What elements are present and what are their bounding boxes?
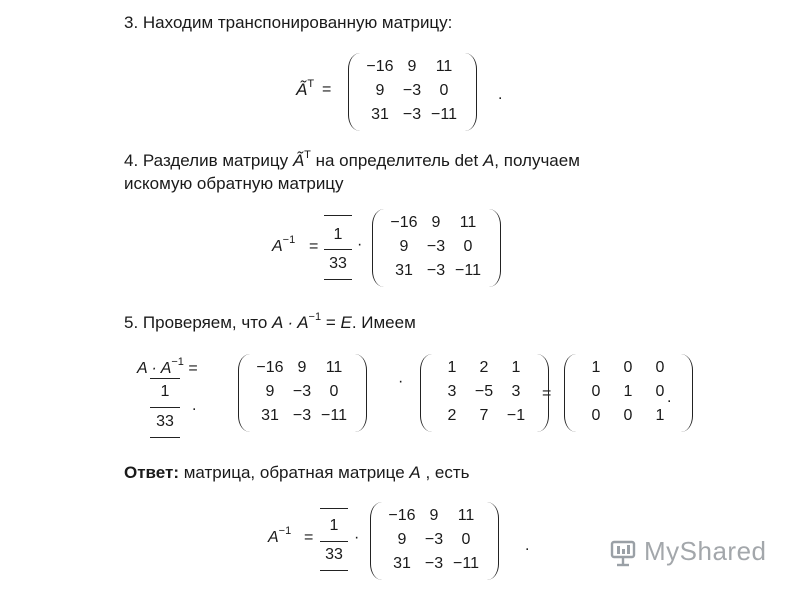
matrix-cell: 31 <box>393 555 411 572</box>
matrix-cell: −16 <box>390 214 418 231</box>
period-sign: . <box>525 537 530 554</box>
fraction-overline <box>150 378 180 379</box>
fraction-denominator: 33 <box>156 413 174 430</box>
matrix-cell: 7 <box>479 407 489 424</box>
matrix-left-bracket <box>564 354 577 432</box>
equals-sign: = <box>188 360 198 377</box>
step5-equals: = <box>321 313 341 332</box>
matrix-cell: 0 <box>463 238 473 255</box>
matrix-row <box>254 380 350 404</box>
matrix-row <box>254 404 350 428</box>
matrix-row <box>364 103 460 127</box>
matrix-cell: 0 <box>623 359 633 376</box>
a-times-a-inverse <box>137 356 198 380</box>
step4-text-mid: на определитель det <box>310 151 483 170</box>
matrix-cell: 0 <box>329 383 339 400</box>
step4-heading-line2: искомую обратную матрицу <box>124 174 344 193</box>
matrix-cell: 31 <box>261 407 279 424</box>
matrix-cell: 9 <box>297 359 307 376</box>
a-text: A <box>268 529 279 546</box>
matrix-cell: −11 <box>321 407 347 424</box>
matrix-cell: 11 <box>459 214 477 231</box>
matrix-row <box>386 528 482 552</box>
matrix-left-bracket <box>420 354 433 432</box>
watermark-brand-text: MyShared <box>644 536 767 566</box>
inverse-superscript: −1 <box>171 356 184 368</box>
matrix-cell: −3 <box>402 106 422 123</box>
step5-expression: A · A <box>272 313 309 332</box>
a-tilde-inline: Ã <box>292 151 305 170</box>
equals-sign: = <box>322 81 332 98</box>
matrix-cell: −16 <box>256 359 284 376</box>
matrix-cell: 9 <box>429 507 439 524</box>
matrix-cell: 0 <box>591 407 601 424</box>
step5-text: 5. Проверяем, что <box>124 313 273 332</box>
fraction-denominator: 33 <box>325 546 343 563</box>
matrix-right-bracket <box>680 354 693 432</box>
matrix-cell: −3 <box>424 555 444 572</box>
matrix-cell: 0 <box>461 531 471 548</box>
period-sign: . <box>667 389 672 406</box>
transpose-superscript-inline: T <box>304 149 311 161</box>
identity-variable: E <box>340 313 352 332</box>
step5-heading <box>124 312 416 336</box>
fraction-underline <box>150 437 180 438</box>
matrix-cell: 31 <box>371 106 389 123</box>
matrix-row <box>388 211 484 235</box>
matrix-row <box>386 552 482 576</box>
period-sign: . <box>498 86 503 103</box>
matrix-row <box>436 380 532 404</box>
matrix-right-bracket <box>354 354 367 432</box>
matrix-right-bracket <box>486 502 499 580</box>
matrix-cell: 3 <box>447 383 457 400</box>
answer-text: матрица, обратная матрице <box>179 463 410 482</box>
fraction-bar <box>320 541 348 542</box>
a-tilde-text: Ã <box>296 80 308 99</box>
transpose-superscript: T <box>307 78 315 90</box>
fraction-numerator: 1 <box>160 383 170 400</box>
matrix-cell: 0 <box>655 359 665 376</box>
matrix-row <box>254 356 350 380</box>
answer-variable: A <box>409 463 421 482</box>
step4-heading-line1 <box>124 150 580 174</box>
step5-text-end: . Имеем <box>351 313 416 332</box>
matrix-cell: −1 <box>506 407 526 424</box>
matrix-row <box>436 404 532 428</box>
a-inverse-symbol <box>272 234 296 258</box>
myshared-watermark <box>608 536 767 567</box>
matrix-cell: −11 <box>455 262 481 279</box>
matrix-row <box>580 404 676 428</box>
matrix-cell: 9 <box>265 383 275 400</box>
matrix-row <box>364 79 460 103</box>
matrix-cell: 1 <box>623 383 633 400</box>
multiply-dot: · <box>354 529 360 546</box>
equals-sign: = <box>542 385 552 402</box>
answer-text-end: , есть <box>420 463 470 482</box>
a-text: A <box>272 238 283 255</box>
step4-text: 4. Разделив матрицу <box>124 151 293 170</box>
matrix-cell: 31 <box>395 262 413 279</box>
matrix-cell: −5 <box>474 383 494 400</box>
matrix-cell: −3 <box>426 262 446 279</box>
matrix-row <box>388 235 484 259</box>
equals-sign: = <box>309 238 319 255</box>
det-variable: A <box>482 151 495 170</box>
matrix-cell: 1 <box>447 359 457 376</box>
presentation-board-icon <box>608 537 638 567</box>
matrix-left-bracket <box>238 354 251 432</box>
a-inverse-symbol <box>268 525 292 549</box>
matrix-cell: −3 <box>292 383 312 400</box>
matrix-row <box>388 259 484 283</box>
step3-heading: 3. Находим транспонированную матрицу: <box>124 13 453 32</box>
matrix-cell: −16 <box>388 507 416 524</box>
matrix-cell: −3 <box>426 238 446 255</box>
matrix-cell: −16 <box>366 58 394 75</box>
matrix-cell: −11 <box>431 106 457 123</box>
matrix-cell: −11 <box>453 555 479 572</box>
a-tilde-symbol <box>296 80 314 102</box>
matrix-cell: 9 <box>397 531 407 548</box>
matrix-cell: 9 <box>399 238 409 255</box>
matrix-cell: −3 <box>292 407 312 424</box>
fraction-overline <box>320 508 348 509</box>
matrix-right-bracket <box>464 53 477 131</box>
fraction-numerator: 1 <box>329 517 339 534</box>
matrix-left-bracket <box>372 209 385 287</box>
fraction-overline <box>324 215 352 216</box>
inverse-superscript: −1 <box>278 525 292 537</box>
matrix-cell: 2 <box>447 407 457 424</box>
fraction-numerator: 1 <box>333 226 343 243</box>
matrix-right-bracket <box>488 209 501 287</box>
matrix-cell: 2 <box>479 359 489 376</box>
matrix-cell: 0 <box>439 82 449 99</box>
matrix-cell: 9 <box>407 58 417 75</box>
fraction-bar <box>324 249 352 250</box>
matrix-cell: 11 <box>325 359 343 376</box>
answer-heading <box>124 462 470 483</box>
answer-label: Ответ: <box>124 463 179 482</box>
matrix-row <box>580 380 676 404</box>
matrix-cell: 1 <box>655 407 665 424</box>
matrix-row <box>580 356 676 380</box>
fraction-bar <box>150 407 180 408</box>
inverse-superscript: −1 <box>282 234 296 246</box>
matrix-row <box>364 55 460 79</box>
matrix-cell: 11 <box>457 507 475 524</box>
matrix-cell: −3 <box>424 531 444 548</box>
matrix-cell: 0 <box>655 383 665 400</box>
matrix-left-bracket <box>370 502 383 580</box>
matrix-cell: 11 <box>435 58 453 75</box>
matrix-right-bracket <box>536 354 552 432</box>
multiply-dot: · <box>398 373 404 390</box>
matrix-cell: 0 <box>623 407 633 424</box>
a-dot-a-text: A · A <box>137 360 172 377</box>
fraction-denominator: 33 <box>329 255 347 272</box>
matrix-cell: 9 <box>431 214 441 231</box>
matrix-left-bracket <box>348 53 361 131</box>
matrix-cell: 3 <box>511 383 521 400</box>
matrix-cell: 0 <box>591 383 601 400</box>
step4-text-end: , получаем <box>494 151 580 170</box>
period-sign: . <box>192 397 197 414</box>
inverse-superscript-inline: −1 <box>308 311 322 323</box>
matrix-cell: −3 <box>402 82 422 99</box>
fraction-underline <box>324 279 352 280</box>
matrix-cell: 9 <box>375 82 385 99</box>
multiply-dot: · <box>357 236 363 253</box>
matrix-row <box>386 504 482 528</box>
matrix-cell: 1 <box>511 359 521 376</box>
fraction-underline <box>320 570 348 571</box>
matrix-row <box>436 356 532 380</box>
matrix-cell: 1 <box>591 359 601 376</box>
equals-sign: = <box>304 529 314 546</box>
